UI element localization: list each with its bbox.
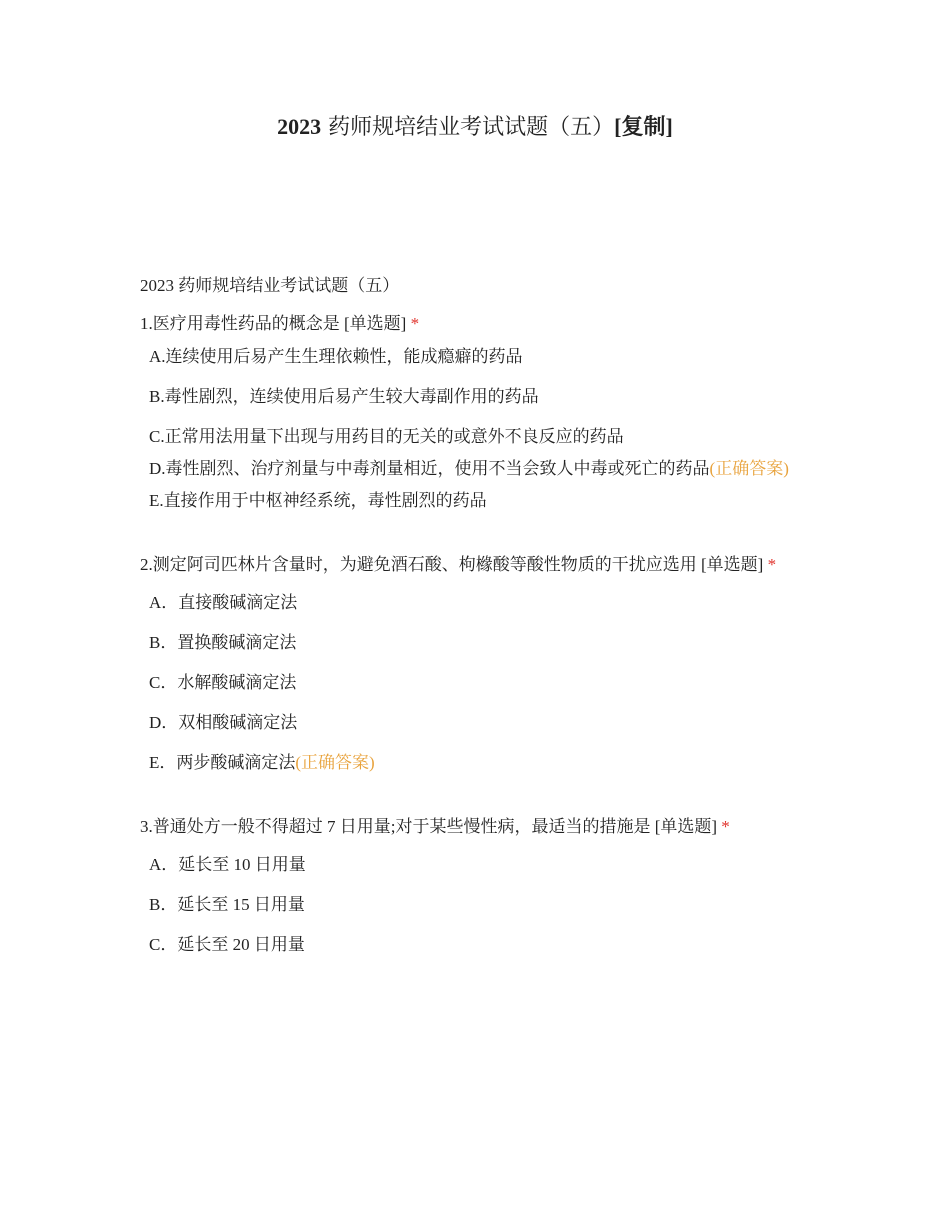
option-d[interactable] [149, 456, 810, 482]
question-3 [140, 808, 810, 958]
question-text [140, 310, 810, 338]
option-c[interactable]: C.正常用法用量下出现与用药目的无关的或意外不良反应的药品 [149, 427, 624, 446]
option-e-text: E．两步酸碱滴定法 [149, 753, 296, 772]
question-gap [140, 528, 810, 546]
option-a[interactable]: A．延长至 10 日用量 [149, 855, 306, 874]
question-text [140, 808, 810, 846]
option-e[interactable]: E.直接作用于中枢神经系统，毒性剧烈的药品 [149, 491, 487, 510]
option-e[interactable] [149, 750, 810, 776]
option-d-text: D.毒性剧烈、治疗剂量与中毒剂量相近，使用不当会致人中毒或死亡的药品 [149, 459, 710, 478]
page-title [0, 110, 950, 145]
question-2-text: 2.测定阿司匹林片含量时，为避免酒石酸、枸橼酸等酸性物质的干扰应选用 [单选题] [140, 555, 764, 574]
title-copy-tag: [复制] [614, 114, 673, 139]
question-1 [140, 310, 810, 514]
required-mark: * [767, 555, 777, 574]
title-text: 药师规培结业考试试题（五） [328, 115, 615, 140]
question-3-text: 3.普通处方一般不得超过 7 日用量;对于某些慢性病，最适当的措施是 [单选题] [140, 817, 718, 836]
required-mark: * [410, 314, 420, 333]
option-c[interactable]: C．水解酸碱滴定法 [149, 673, 297, 692]
title-year: 2023 [277, 114, 322, 139]
survey-content [140, 272, 810, 972]
correct-answer-label: (正确答案) [709, 459, 789, 478]
question-1-text: 1.医疗用毒性药品的概念是 [单选题] [140, 314, 407, 333]
option-d[interactable]: D．双相酸碱滴定法 [149, 713, 298, 732]
correct-answer-label: (正确答案) [295, 753, 375, 772]
option-b[interactable]: B．置换酸碱滴定法 [149, 633, 297, 652]
section-subtitle: 2023 药师规培结业考试试题（五） [140, 276, 400, 295]
options-list [140, 590, 810, 776]
option-b[interactable]: B.毒性剧烈，连续使用后易产生较大毒副作用的药品 [149, 387, 539, 406]
option-a[interactable]: A．直接酸碱滴定法 [149, 593, 298, 612]
option-b[interactable]: B．延长至 15 日用量 [149, 895, 305, 914]
question-gap [140, 790, 810, 808]
options-list [140, 852, 810, 958]
question-text [140, 546, 810, 584]
question-2 [140, 546, 810, 776]
option-a[interactable]: A.连续使用后易产生生理依赖性，能成瘾癖的药品 [149, 347, 523, 366]
required-mark: * [721, 817, 730, 836]
option-c[interactable]: C．延长至 20 日用量 [149, 935, 305, 954]
options-list [140, 344, 810, 514]
